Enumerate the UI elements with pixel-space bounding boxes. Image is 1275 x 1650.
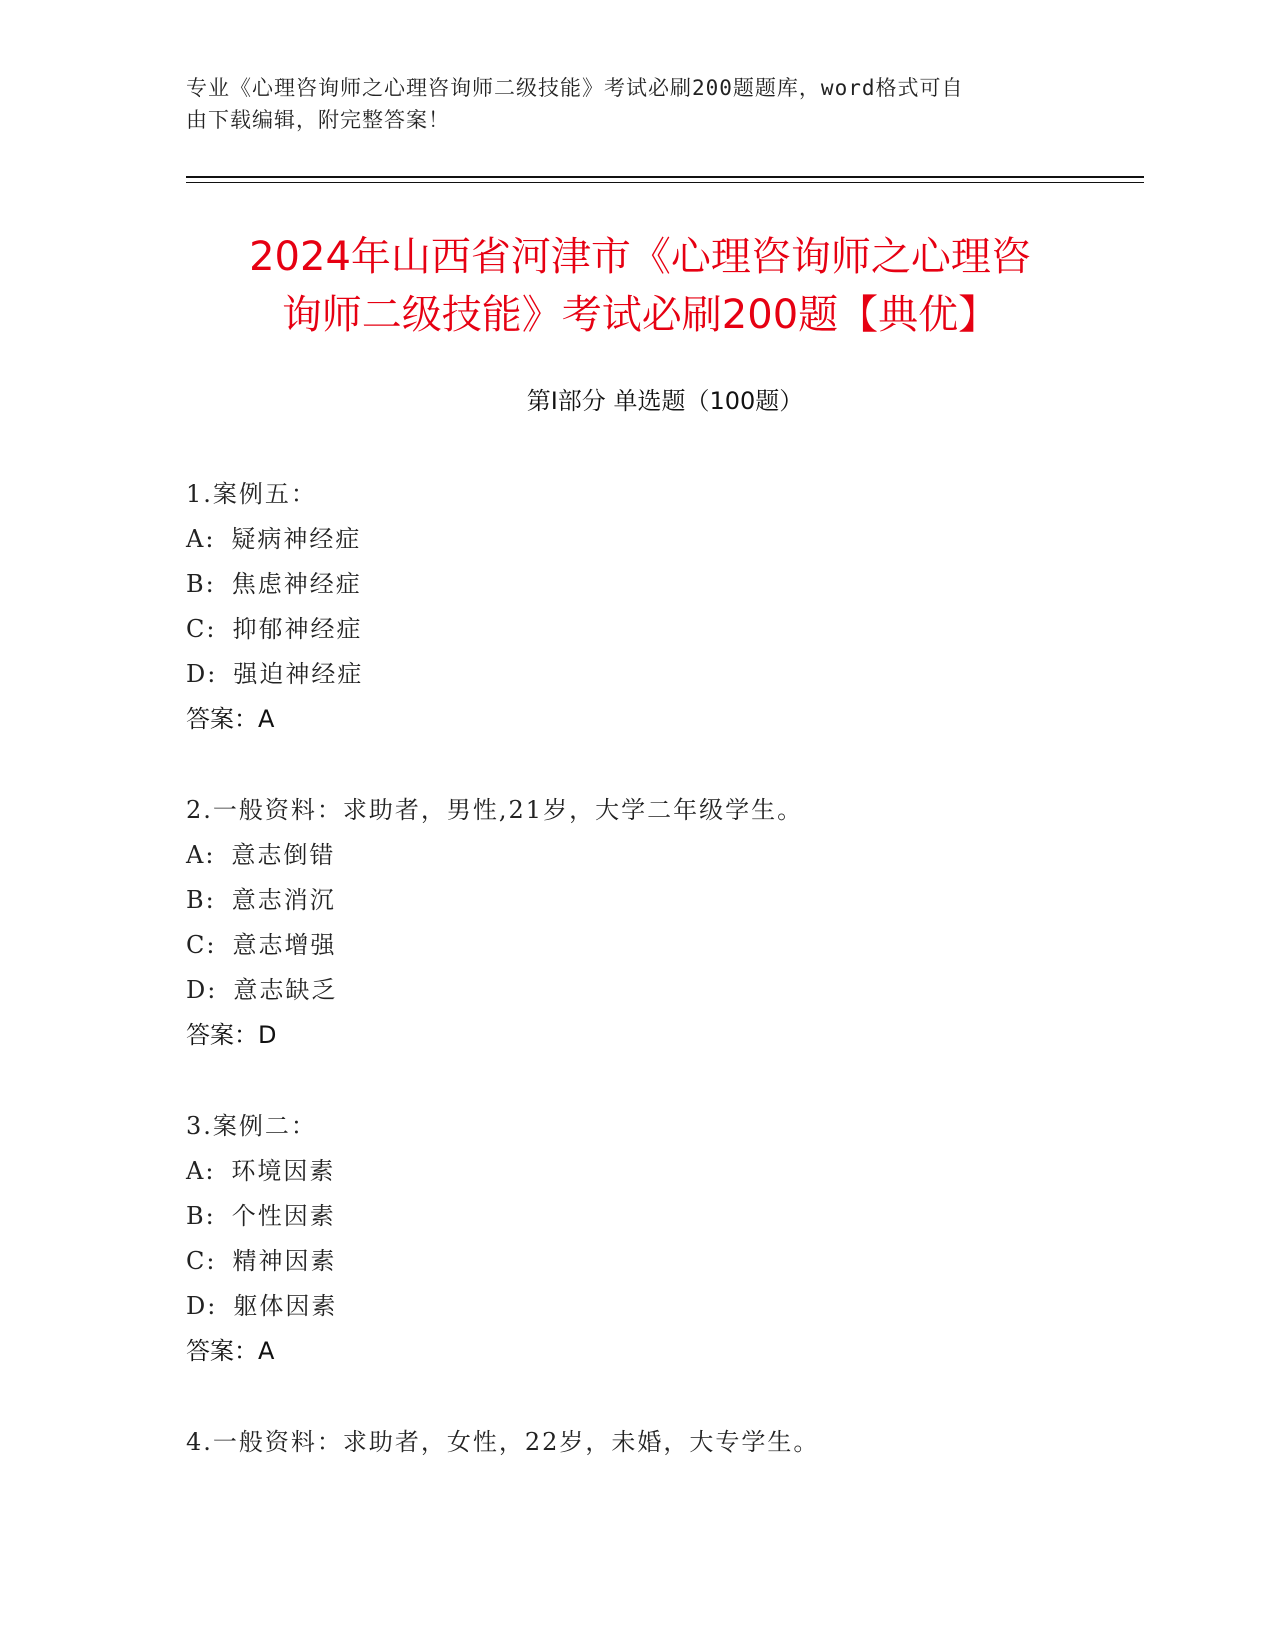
option-text: 焦虑神经症 xyxy=(231,570,362,598)
section-heading: 第Ⅰ部分 单选题（100题） xyxy=(526,387,804,415)
option-label: A: xyxy=(186,841,216,869)
option-text: 精神因素 xyxy=(232,1247,337,1275)
document-title xyxy=(170,228,1110,344)
option-text: 疑病神经症 xyxy=(231,525,362,553)
option-text: 强迫神经症 xyxy=(233,660,364,688)
option-c xyxy=(186,923,1144,968)
option-label: C: xyxy=(186,615,217,643)
title-line: 询师二级技能》考试必刷200题【典优】 xyxy=(281,292,999,338)
question-stem: 3.案例二： xyxy=(186,1112,317,1140)
question-item xyxy=(186,1104,1144,1374)
option-c xyxy=(186,1239,1144,1284)
option-c xyxy=(186,607,1144,652)
answer-line: 答案：A xyxy=(186,705,275,733)
option-label: A: xyxy=(186,525,216,553)
header-divider-thin xyxy=(186,182,1144,183)
title-line: 2024年山西省河津市《心理咨询师之心理咨 xyxy=(249,234,1031,280)
answer-line: 答案：A xyxy=(186,1337,275,1365)
option-b xyxy=(186,562,1144,607)
question-list xyxy=(186,472,1144,1511)
option-b xyxy=(186,1194,1144,1239)
option-a xyxy=(186,833,1144,878)
header-note xyxy=(186,72,1086,136)
option-label: C: xyxy=(186,1247,217,1275)
option-label: B: xyxy=(186,1202,216,1230)
option-label: B: xyxy=(186,570,216,598)
option-text: 意志倒错 xyxy=(231,841,336,869)
option-label: D: xyxy=(186,660,218,688)
option-d xyxy=(186,652,1144,697)
option-text: 意志消沉 xyxy=(231,886,336,914)
option-d xyxy=(186,968,1144,1013)
option-text: 躯体因素 xyxy=(233,1292,338,1320)
option-a xyxy=(186,1149,1144,1194)
option-d xyxy=(186,1284,1144,1329)
option-label: B: xyxy=(186,886,216,914)
option-text: 抑郁神经症 xyxy=(232,615,363,643)
header-note-line: 由下载编辑，附完整答案！ xyxy=(186,108,450,132)
option-a xyxy=(186,517,1144,562)
option-text: 意志缺乏 xyxy=(233,976,338,1004)
question-item xyxy=(186,1420,1144,1465)
header-note-line: 专业《心理咨询师之心理咨询师二级技能》考试必刷200题题库，word格式可自 xyxy=(186,76,964,100)
option-b xyxy=(186,878,1144,923)
option-label: C: xyxy=(186,931,217,959)
header-divider-thick xyxy=(186,176,1144,178)
option-text: 个性因素 xyxy=(231,1202,336,1230)
answer-line: 答案：D xyxy=(186,1021,277,1049)
question-item xyxy=(186,788,1144,1058)
question-stem: 2.一般资料：求助者，男性,21岁，大学二年级学生。 xyxy=(186,796,804,824)
question-stem: 4.一般资料：求助者，女性，22岁，未婚，大专学生。 xyxy=(186,1428,820,1456)
option-label: A: xyxy=(186,1157,216,1185)
question-item xyxy=(186,472,1144,742)
option-text: 意志增强 xyxy=(232,931,337,959)
option-label: D: xyxy=(186,1292,218,1320)
option-label: D: xyxy=(186,976,218,1004)
question-stem: 1.案例五： xyxy=(186,480,317,508)
option-text: 环境因素 xyxy=(231,1157,336,1185)
